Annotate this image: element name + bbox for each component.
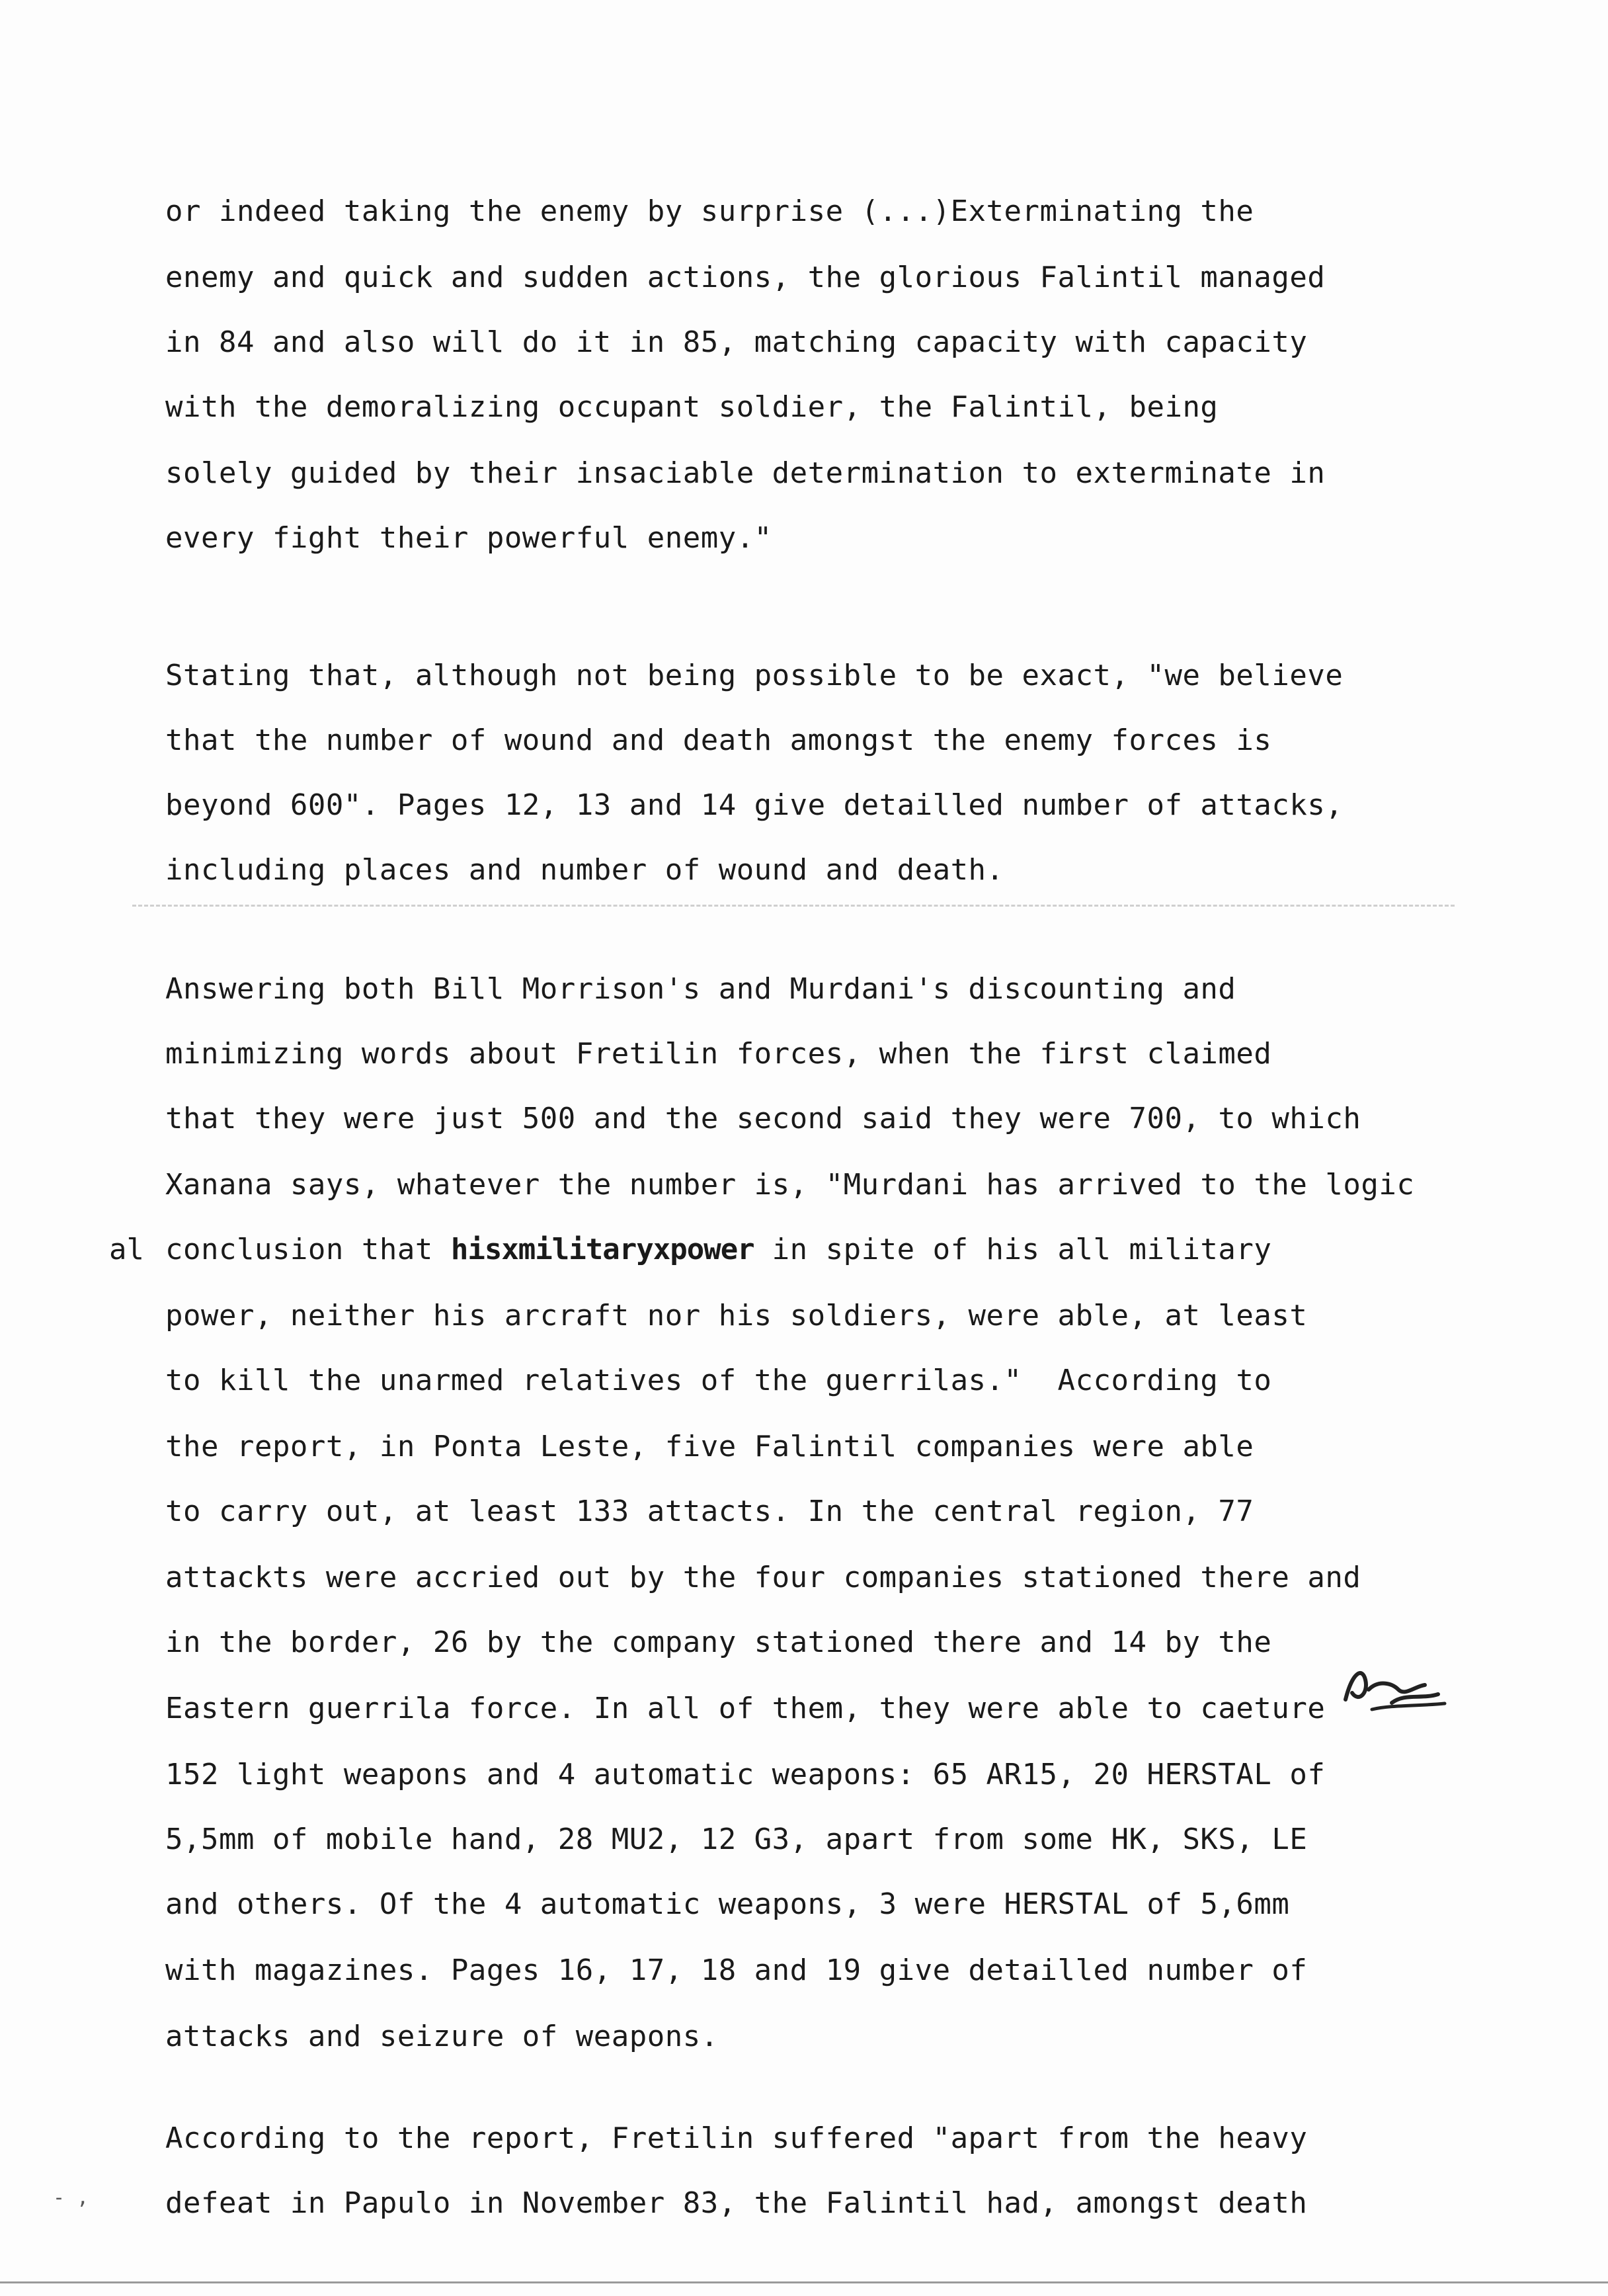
text-line: 5,5mm of mobile hand, 28 MU2, 12 G3, apart from some HK, SKS, LE bbox=[165, 1823, 1308, 1856]
text-line: that the number of wound and death amongst the enemy forces is bbox=[165, 723, 1272, 757]
text-line: Stating that, although not being possible to be exact, "we believe bbox=[165, 659, 1344, 692]
text-line: 152 light weapons and 4 automatic weapons: 65 AR15, 20 HERSTAL of bbox=[165, 1758, 1326, 1791]
handwritten-correction-mark bbox=[1332, 1653, 1451, 1726]
text-line: attackts were accried out by the four companies stationed there and bbox=[165, 1561, 1361, 1594]
text-line: or indeed taking the enemy by surprise (...)Exterminating the bbox=[165, 194, 1254, 228]
text-line: the report, in Ponta Leste, five Falintil companies were able bbox=[165, 1430, 1254, 1463]
text-line: in the border, 26 by the company stationed there and 14 by the bbox=[165, 1625, 1272, 1659]
text-line-with-strikeout bbox=[165, 1230, 1271, 1270]
text-line: that they were just 500 and the second said they were 700, to which bbox=[165, 1102, 1361, 1135]
text-line: to kill the unarmed relatives of the guerrilas." According to bbox=[165, 1364, 1272, 1397]
text-line: According to the report, Fretilin suffered "apart from the heavy bbox=[165, 2121, 1308, 2155]
text-line: and others. Of the 4 automatic weapons, 3 were HERSTAL of 5,6mm bbox=[165, 1887, 1290, 1921]
margin-mark: - , bbox=[53, 2186, 89, 2209]
text-line: with the demoralizing occupant soldier, the Falintil, being bbox=[165, 390, 1219, 424]
text-line: enemy and quick and sudden actions, the glorious Falintil managed bbox=[165, 261, 1326, 294]
text-segment: conclusion that bbox=[165, 1233, 451, 1266]
text-line: power, neither his arcraft nor his soldiers, were able, at least bbox=[165, 1299, 1308, 1332]
text-segment: in spite of his all military bbox=[754, 1233, 1272, 1266]
text-line: every fight their powerful enemy." bbox=[165, 521, 772, 555]
text-line: including places and number of wound and death. bbox=[165, 853, 1004, 887]
page-bottom-edge bbox=[0, 2281, 1608, 2283]
text-line: in 84 and also will do it in 85, matching capacity with capacity bbox=[165, 325, 1308, 359]
text-line: to carry out, at least 133 attacts. In the central region, 77 bbox=[165, 1495, 1254, 1528]
text-line: with magazines. Pages 16, 17, 18 and 19 give detailled number of bbox=[165, 1953, 1308, 1987]
text-line: solely guided by their insaciable determination to exterminate in bbox=[165, 456, 1326, 490]
text-line: Xanana says, whatever the number is, "Murdani has arrived to the logic bbox=[165, 1168, 1415, 1202]
text-line: defeat in Papulo in November 83, the Falintil had, amongst death bbox=[165, 2186, 1308, 2220]
text-line: Answering both Bill Morrison's and Murdani's discounting and bbox=[165, 972, 1236, 1006]
text-line: Eastern guerrila force. In all of them, they were able to caeture bbox=[165, 1692, 1326, 1725]
text-line: minimizing words about Fretilin forces, when the first claimed bbox=[165, 1037, 1272, 1071]
text-line: attacks and seizure of weapons. bbox=[165, 2020, 719, 2053]
struck-out-text: hisxmilitaryxpower bbox=[450, 1233, 754, 1266]
margin-fragment: al bbox=[109, 1233, 144, 1266]
text-line: beyond 600". Pages 12, 13 and 14 give detailled number of attacks, bbox=[165, 788, 1344, 822]
faint-dashed-rule bbox=[132, 905, 1455, 911]
